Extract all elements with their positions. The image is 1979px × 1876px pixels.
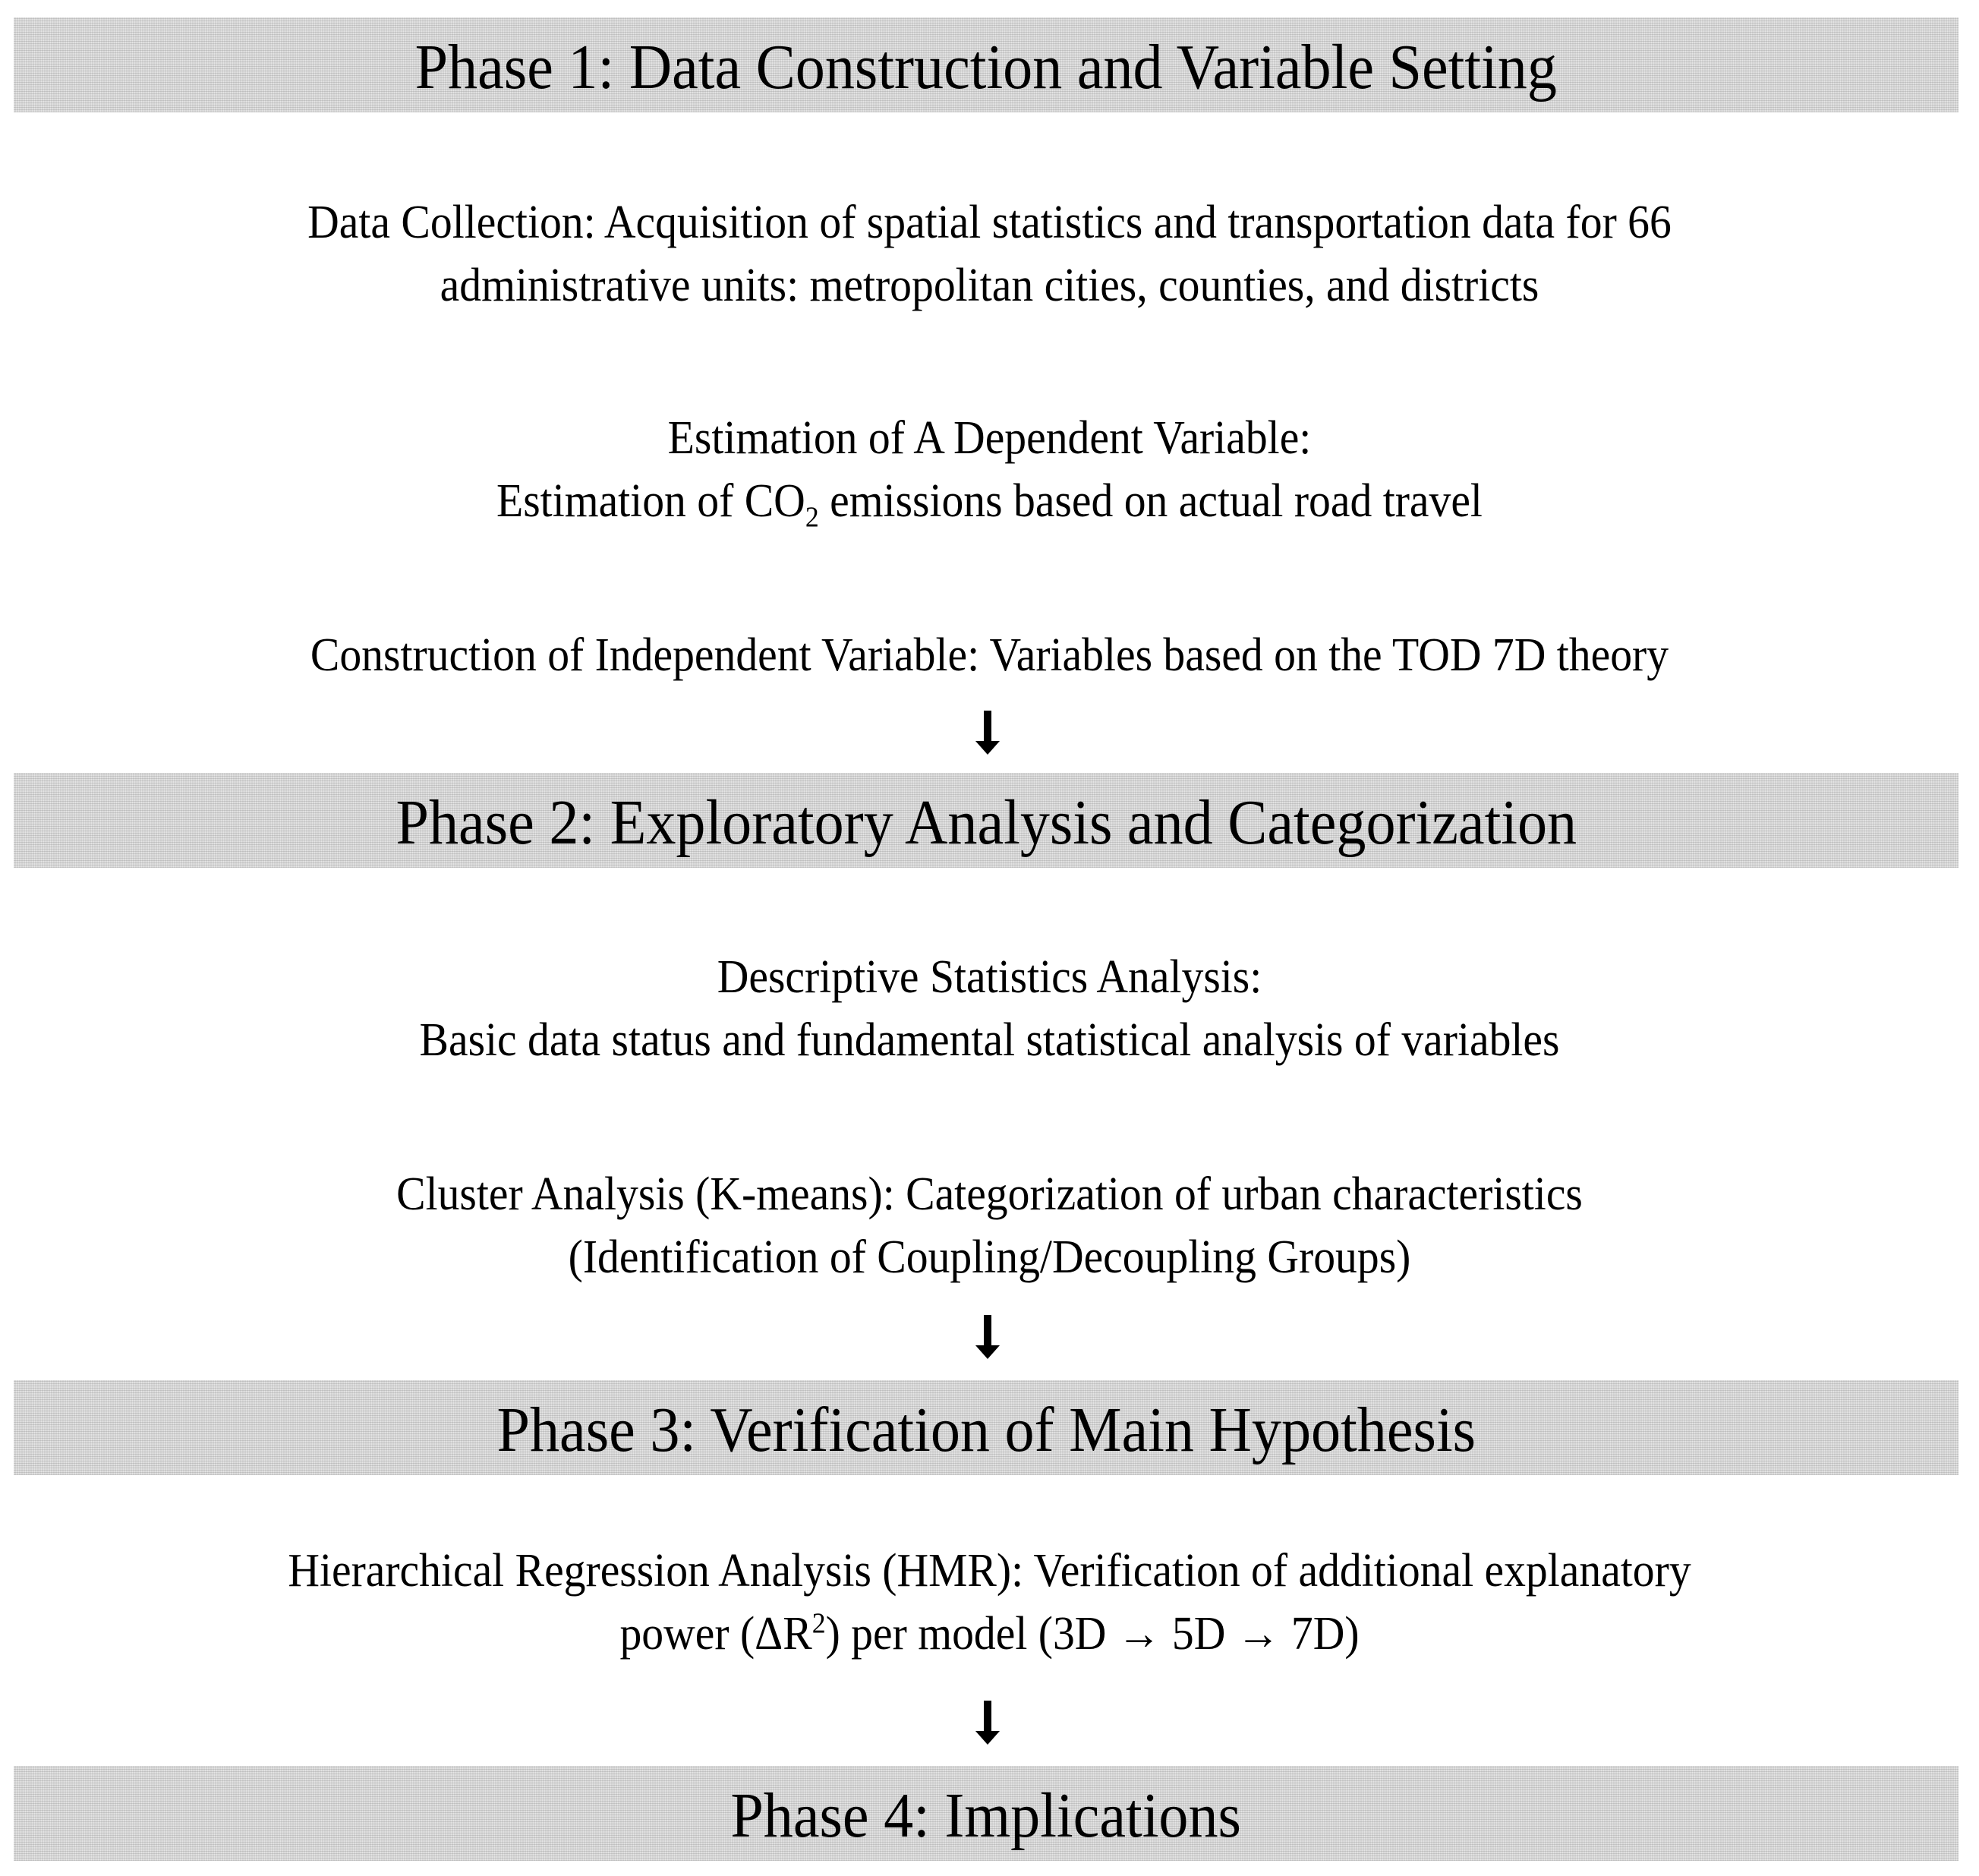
- phase-3-header: [14, 1380, 1959, 1475]
- down-arrow-icon: [974, 1315, 1001, 1360]
- phase-2-title: Phase 2: Exploratory Analysis and Categorization: [395, 787, 1577, 858]
- step-text-line: Data Collection: Acquisition of spatial statistics and transportation data for 66: [307, 197, 1672, 248]
- phase-3-title: Phase 3: Verification of Main Hypothesis: [496, 1394, 1476, 1465]
- text-fragment: Estimation of CO: [496, 475, 805, 527]
- superscript-2: 2: [811, 1607, 826, 1640]
- step-independent-variable: [0, 624, 1979, 687]
- subscript-2: 2: [805, 501, 819, 534]
- step-text-line: administrative units: metropolitan cities, counties, and districts: [440, 260, 1539, 311]
- down-arrow-icon: [974, 711, 1001, 756]
- text-fragment: power (ΔR: [619, 1608, 812, 1660]
- step-text-line: (Identification of Coupling/Decoupling Groups): [568, 1231, 1411, 1283]
- step-text-line: Basic data status and fundamental statistical analysis of variables: [419, 1014, 1560, 1066]
- step-text-line: Hierarchical Regression Analysis (HMR): Verification of additional explanatory: [288, 1545, 1691, 1597]
- down-arrow-icon: [974, 1701, 1001, 1746]
- text-fragment: ) per model (3D → 5D → 7D): [825, 1608, 1360, 1660]
- step-text-line-delta-r2: [69, 1603, 1910, 1666]
- phase-4-header: [14, 1766, 1959, 1861]
- step-text-line: Descriptive Statistics Analysis:: [717, 951, 1262, 1003]
- phase-4-title: Phase 4: Implications: [730, 1780, 1242, 1851]
- text-fragment: emissions based on actual road travel: [818, 475, 1483, 527]
- step-text-line: Cluster Analysis (K-means): Categorization of urban characteristics: [396, 1168, 1583, 1220]
- phase-1-title: Phase 1: Data Construction and Variable Setting: [414, 31, 1558, 102]
- step-data-collection: [0, 191, 1979, 317]
- phase-1-header: [14, 17, 1959, 112]
- step-descriptive-statistics: [0, 946, 1979, 1072]
- step-text-line: Estimation of A Dependent Variable:: [667, 412, 1312, 464]
- step-hierarchical-regression: [0, 1540, 1979, 1666]
- phase-2-header: [14, 773, 1959, 868]
- step-dependent-variable: [0, 407, 1979, 533]
- step-text-line: Construction of Independent Variable: Variables based on the TOD 7D theory: [310, 629, 1669, 681]
- step-text-line-co2: [69, 470, 1910, 533]
- step-cluster-analysis: [0, 1163, 1979, 1289]
